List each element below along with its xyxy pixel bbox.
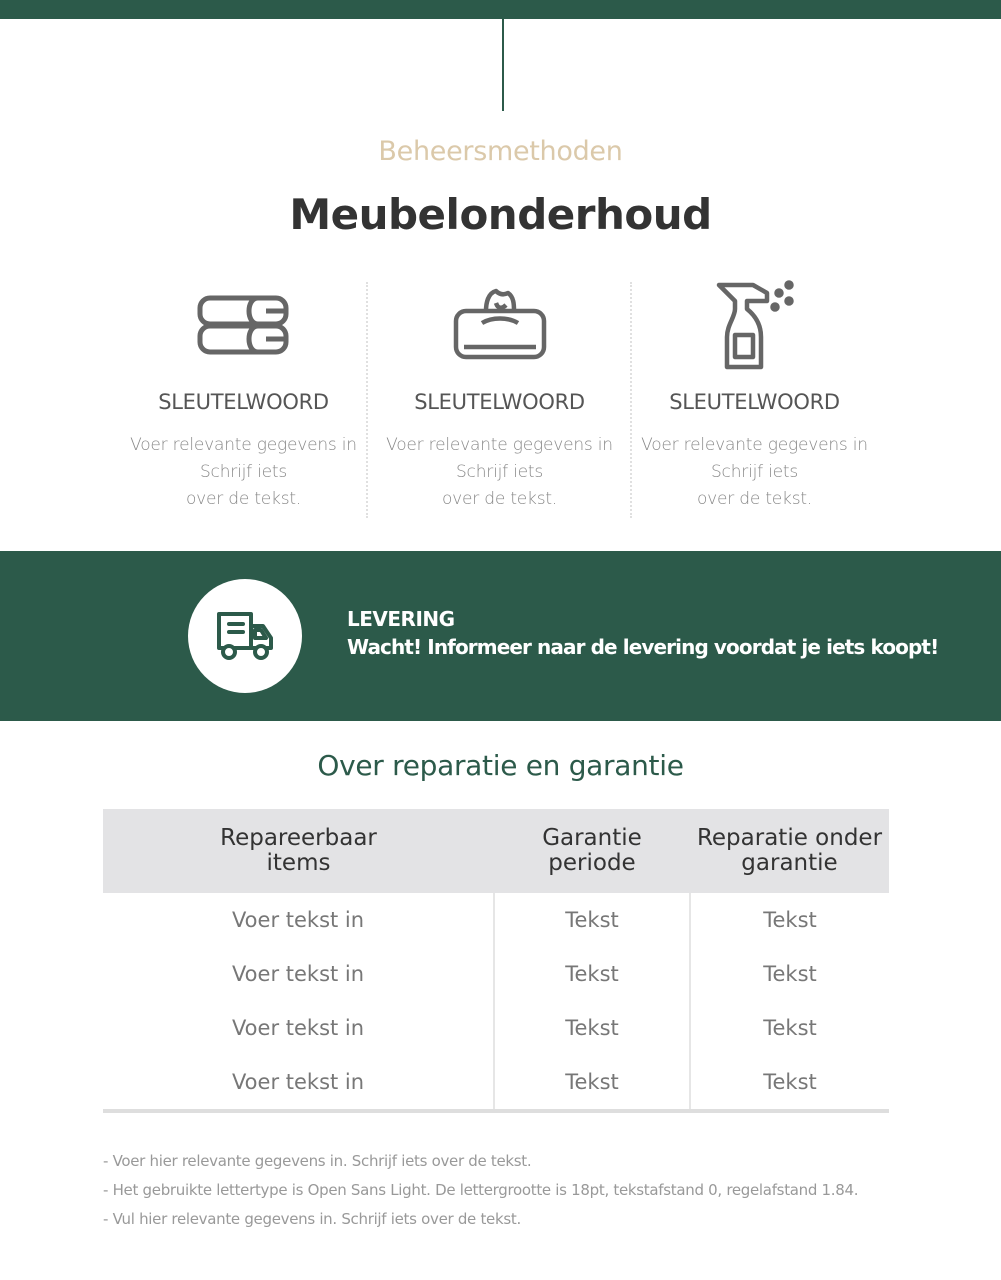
table-row: [103, 947, 889, 1001]
repair-warranty-table: [103, 809, 889, 1113]
feature-keyword: SLEUTELWOORD: [158, 390, 329, 414]
footnotes: [103, 1147, 963, 1234]
table-cell: Tekst: [690, 1055, 889, 1111]
delivery-banner: [0, 551, 1001, 721]
table-cell: Voer tekst in: [103, 893, 494, 947]
feature-description: Voer relevante gegevens in Schrijf iets over de tekst.: [641, 435, 868, 509]
feature-description: Voer relevante gegevens in Schrijf iets over de tekst.: [386, 435, 613, 509]
table-cell: Tekst: [763, 908, 817, 932]
footnote: - Het gebruikte lettertype is Open Sans Light. De lettergrootte is 18pt, tekstafstand 0, regelafstand 1.84.: [103, 1181, 859, 1199]
feature-keyword: SLEUTELWOORD: [669, 390, 840, 414]
table-cell: Tekst: [494, 947, 690, 1001]
delivery-label: LEVERING: [347, 607, 455, 631]
header-divider-line: [502, 19, 504, 111]
table-cell: Tekst: [763, 1016, 817, 1040]
table-header-row: [103, 809, 889, 893]
repair-section-title: Over reparatie en garantie: [317, 749, 684, 782]
table-cell: Tekst: [494, 893, 690, 947]
table-row: [103, 1001, 889, 1055]
column-header: Garantie periode: [494, 809, 690, 893]
spray-bottle-icon: [627, 270, 882, 382]
table-row: [103, 1055, 889, 1111]
table-cell: Voer tekst in: [103, 1055, 494, 1111]
feature-divider: [366, 282, 368, 518]
delivery-icon-circle: [188, 579, 302, 693]
feature-card-2: [372, 270, 627, 513]
column-header: Reparatie onder garantie: [690, 809, 889, 893]
feature-keyword: SLEUTELWOORD: [414, 390, 585, 414]
delivery-truck-icon: [215, 610, 275, 662]
feature-description: Voer relevante gegevens in Schrijf iets over de tekst.: [130, 435, 357, 509]
footnote: - Voer hier relevante gegevens in. Schrijf iets over de tekst.: [103, 1152, 532, 1170]
delivery-message: Wacht! Informeer naar de levering voordat je iets koopt!: [347, 635, 939, 659]
towels-icon: [116, 270, 371, 382]
table-row: [103, 893, 889, 947]
section-subtitle: Beheersmethoden: [378, 136, 623, 167]
table-cell: Voer tekst in: [103, 947, 494, 1001]
top-bar: [0, 0, 1001, 19]
column-header: Repareerbaar items: [103, 809, 494, 893]
table-cell: Tekst: [763, 962, 817, 986]
footnote: - Vul hier relevante gegevens in. Schrijf iets over de tekst.: [103, 1210, 521, 1228]
table-cell: Tekst: [494, 1055, 690, 1111]
feature-card-3: [627, 270, 882, 513]
page-title: Meubelonderhoud: [289, 190, 712, 239]
feature-card-1: [116, 270, 371, 513]
wipes-icon: [372, 270, 627, 382]
table-cell: Voer tekst in: [103, 1001, 494, 1055]
table-cell: Tekst: [494, 1001, 690, 1055]
